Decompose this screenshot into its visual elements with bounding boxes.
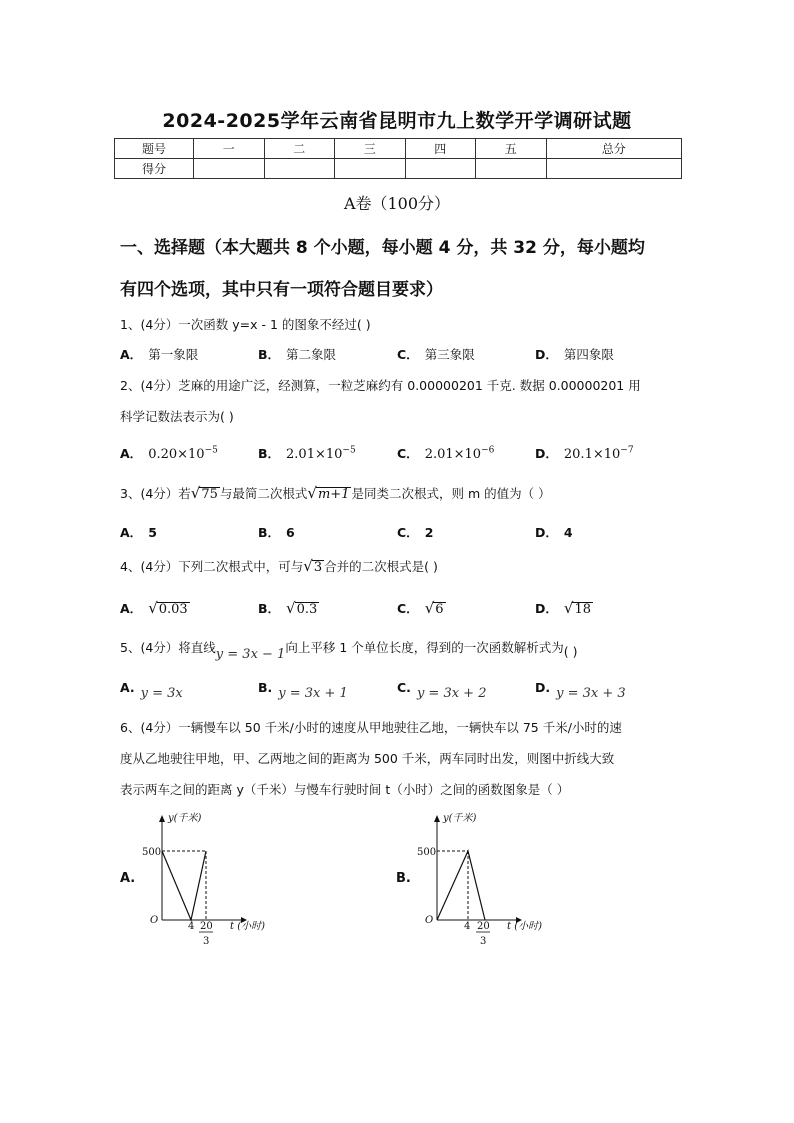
score-header-cell: 一 [194,139,265,159]
q1-option-c [397,345,475,363]
option-radicand: 0.3 [296,602,318,617]
radical-sign: √ [190,484,201,502]
score-table [114,138,682,179]
radical-sign: √ [286,599,296,617]
option-text: 第一象限 [148,347,199,362]
tick-label-500: 500 [142,847,162,858]
score-table-header-row [115,139,682,159]
tick-label-500: 500 [417,847,437,858]
option-letter: B． [258,347,281,362]
option-text: 2 [424,525,434,540]
tick-label-20: 20 [200,921,213,932]
tick-label-3: 3 [480,936,487,947]
y-axis-label: y(千米) [443,813,477,824]
option-letter: D． [535,601,558,616]
score-header-cell: 二 [264,139,335,159]
q6-option-b-letter: B. [396,871,411,886]
option-letter: B． [258,525,281,540]
score-cell [264,159,335,179]
option-letter: A． [120,446,143,461]
score-header-cell: 题号 [115,139,194,159]
option-letter: B. [258,680,273,695]
section-heading-line1: 一、选择题（本大题共 8 个小题，每小题 4 分，共 32 分，每小题均 [120,238,645,258]
radical-sign: √ [424,599,435,617]
tick-label-4: 4 [188,921,195,932]
score-cell [546,159,682,179]
x-axis-label: t (小时) [507,921,542,932]
score-cell [476,159,547,179]
mantissa: 2.01×10 [424,447,482,462]
option-letter: A． [120,347,143,362]
q5-option-c [397,680,487,701]
q3-suffix: 是同类二次根式，则 m 的值为（ ） [351,486,551,501]
q3-option-d [535,523,579,541]
mantissa: 0.20×10 [148,447,205,462]
q4-option-c [397,599,446,617]
radical-sign: √ [148,599,158,617]
option-letter: C. [397,680,411,695]
q5-option-b [258,680,348,701]
score-row-label: 得分 [115,159,194,179]
tick-label-3: 3 [203,936,210,947]
option-text: 第四象限 [563,347,614,362]
option-math [564,447,634,462]
question-6-text-line2: 度从乙地驶往甲地，甲、乙两地之间的距离为 500 千米，两车同时出发，则图中折线大致 [120,751,615,766]
option-radicand: 6 [435,602,444,617]
score-cell [335,159,406,179]
option-expression: y = 3x + 3 [556,686,626,701]
origin-label: O [425,915,434,926]
score-header-cell: 五 [476,139,547,159]
section-heading-line2: 有四个选项，其中只有一项符合题目要求） [120,280,443,300]
option-letter: B． [258,446,281,461]
option-text: 5 [148,525,157,540]
q2-option-a [120,444,218,462]
option-expression: y = 3x [140,686,183,701]
y-axis-arrow-icon [159,815,165,822]
option-text: 4 [563,525,573,540]
option-radicand: 18 [574,602,591,617]
option-text: 6 [286,525,295,540]
q2-option-d [535,444,634,462]
q1-option-d [535,345,614,363]
distance-polyline [162,851,206,920]
exponent: −7 [620,445,634,456]
option-letter: A． [120,601,143,616]
question-4-text [120,557,438,575]
option-letter: C． [397,347,419,362]
q2-option-b [258,444,356,462]
score-header-cell: 三 [335,139,406,159]
radical-sign: √ [307,484,317,502]
part-heading: A卷（100分） [343,194,451,213]
question-1-text: 1、(4分）一次函数 y=x - 1 的图象不经过( ) [120,317,371,332]
option-letter: A. [120,680,135,695]
score-cell [405,159,476,179]
option-letter: D． [535,446,558,461]
q5-expression: y = 3x − 1 [215,647,286,662]
option-letter: D. [535,680,551,695]
question-2-text-line1: 2、(4分）芝麻的用途广泛，经测算，一粒芝麻约有 0.00000201 千克. 数据 0.00000201 用 [120,378,641,393]
tick-label-4: 4 [464,921,471,932]
q4-prefix: 4、(4分）下列二次根式中，可与 [120,559,304,574]
q5-prefix: 5、(4分）将直线 [120,640,216,655]
mantissa: 20.1×10 [563,447,621,462]
q2-option-c [397,444,494,462]
exponent: −5 [204,445,218,456]
option-radicand: 0.03 [158,602,188,617]
option-letter: C． [397,446,419,461]
q3-option-c [397,523,439,541]
x-axis-label: t (小时) [230,921,265,932]
option-expression: y = 3x + 1 [278,686,348,701]
score-cell [194,159,265,179]
option-letter: A． [120,525,143,540]
y-axis-label: y(千米) [168,813,202,824]
q6-graph-a [138,808,265,953]
q5-option-d [535,680,626,701]
option-expression: y = 3x + 2 [416,686,487,701]
score-table-score-row [115,159,682,179]
origin-label: O [150,915,159,926]
exponent: −6 [481,445,495,456]
y-axis-arrow-icon [434,815,440,822]
q4-option-d [535,599,593,617]
question-5-text [120,638,578,662]
mantissa: 2.01×10 [286,447,343,462]
radical-sign: √ [303,557,313,575]
option-math [425,447,495,462]
q5-answer-paren: ( ) [563,644,578,659]
q3-option-b [258,523,301,541]
option-letter: D． [535,525,558,540]
radical-sign: √ [563,599,574,617]
option-math [286,447,356,462]
exam-title: 2024-2025学年云南省昆明市九上数学开学调研试题 [162,110,632,132]
q4-suffix: 合并的二次根式是( ) [324,559,438,574]
option-letter: D． [535,347,558,362]
score-header-cell: 四 [405,139,476,159]
q3-prefix: 3、(4分）若 [120,486,191,501]
question-3-text [120,484,551,502]
q3-radicand-2: m+1 [317,487,350,502]
option-letter: C． [397,601,419,616]
exponent: −5 [342,445,356,456]
q4-option-b [258,599,319,617]
q5-option-a [120,680,183,701]
q1-option-b [258,345,336,363]
q3-option-a [120,523,163,541]
question-6-text-line1: 6、(4分）一辆慢车以 50 千米/小时的速度从甲地驶往乙地，一辆快车以 75 千米/小时的速 [120,720,622,735]
question-6-text-line3: 表示两车之间的距离 y（千米）与慢车行驶时间 t（小时）之间的函数图象是（ ） [120,782,570,797]
score-header-cell: 总分 [546,139,682,159]
option-text: 第二象限 [286,347,337,362]
option-letter: B． [258,601,281,616]
q6-option-a-letter: A. [120,871,136,886]
q3-radicand-1: 75 [201,487,218,502]
q6-graph-b [413,808,553,953]
option-math [148,447,218,462]
q4-option-a [120,599,190,617]
q1-option-a [120,345,198,363]
tick-label-20: 20 [477,921,490,932]
option-text: 第三象限 [424,347,475,362]
option-letter: C． [397,525,419,540]
q5-suffix: 向上平移 1 个单位长度，得到的一次函数解析式为 [285,640,564,655]
distance-polyline [437,851,485,920]
q4-radicand: 3 [313,560,323,575]
q3-middle: 与最简二次根式 [219,486,308,501]
question-2-text-line2: 科学记数法表示为( ) [120,409,234,424]
